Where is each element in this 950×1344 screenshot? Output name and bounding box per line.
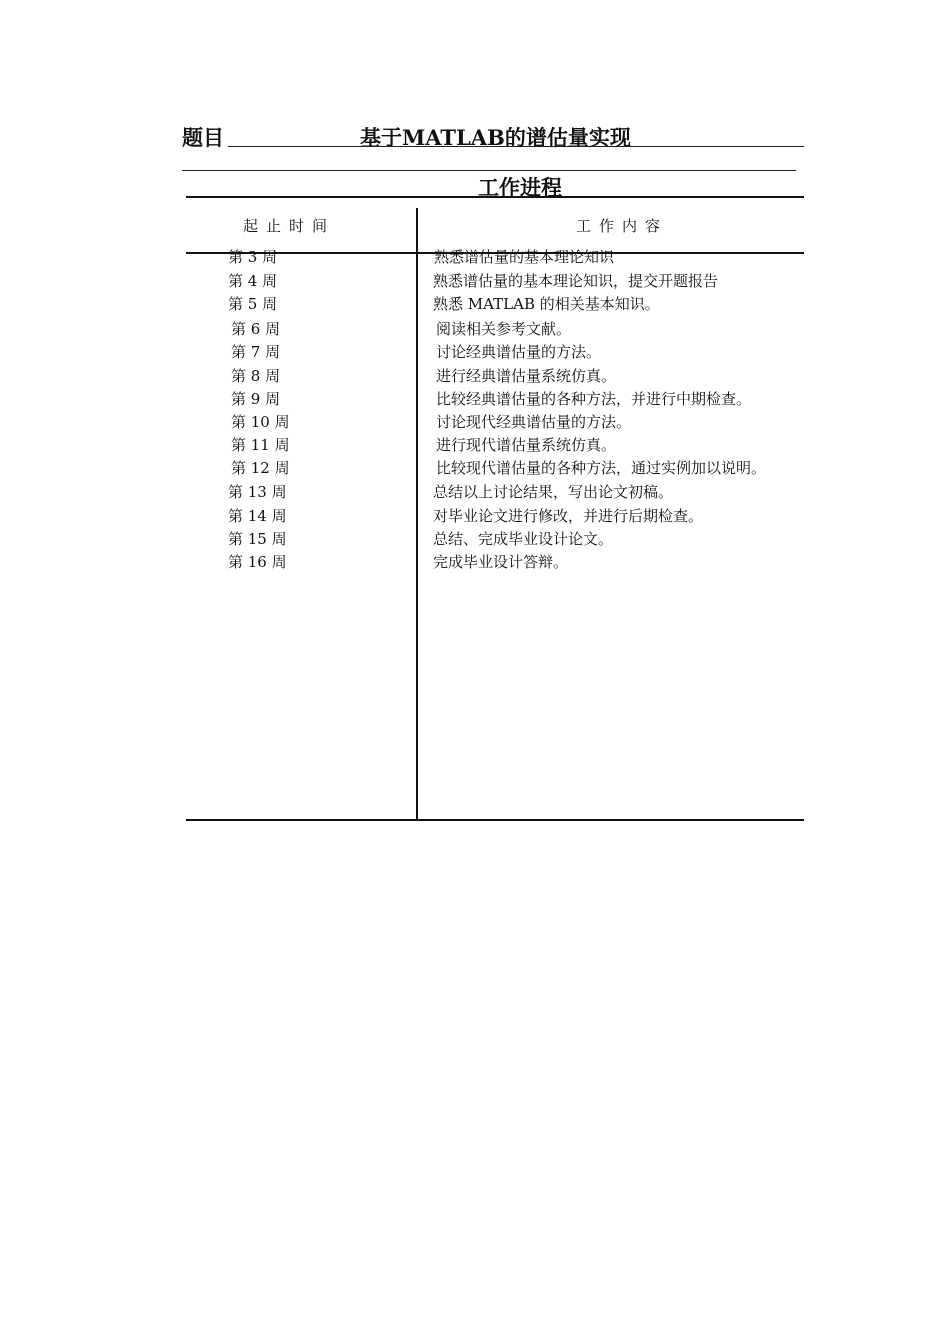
- table-row-week: 第 5 周: [228, 295, 278, 313]
- table-row-task: 讨论现代经典谱估量的方法。: [436, 413, 632, 431]
- column-header-content: 工作内容: [576, 217, 669, 235]
- table-row-task: 比较现代谱估量的各种方法，通过实例加以说明。: [436, 459, 767, 477]
- table-row-week: 第 15 周: [228, 530, 287, 548]
- table-bottom-border: [186, 819, 804, 821]
- table-row-task: 总结以上讨论结果，写出论文初稿。: [433, 483, 674, 501]
- table-row-task: 完成毕业设计答辩。: [433, 553, 569, 571]
- table-row-task: 比较经典谱估量的各种方法，并进行中期检查。: [436, 390, 752, 408]
- table-row-task: 讨论经典谱估量的方法。: [436, 343, 602, 361]
- table-row-week: 第 3 周: [228, 248, 278, 266]
- table-row-week: 第 6 周: [231, 320, 281, 338]
- table-column-divider: [416, 208, 418, 819]
- section-title: 工作进程: [478, 175, 562, 200]
- table-row-week: 第 4 周: [228, 272, 278, 290]
- table-row-task: 熟悉谱估量的基本理论知识: [434, 248, 615, 266]
- table-row-task: 熟悉 MATLAB 的相关基本知识。: [433, 295, 660, 313]
- title-underline: [228, 146, 804, 147]
- table-row-task: 进行经典谱估量系统仿真。: [436, 367, 617, 385]
- table-row-week: 第 16 周: [228, 553, 287, 571]
- table-row-task: 总结、完成毕业设计论文。: [433, 530, 614, 548]
- table-row-week: 第 14 周: [228, 507, 287, 525]
- table-row-task: 进行现代谱估量系统仿真。: [436, 436, 617, 454]
- title-label: 题目: [182, 125, 224, 150]
- table-row-week: 第 12 周: [231, 459, 290, 477]
- thesis-title: 基于MATLAB的谱估量实现: [360, 125, 631, 150]
- table-row-week: 第 8 周: [231, 367, 281, 385]
- table-row-task: 熟悉谱估量的基本理论知识，提交开题报告: [433, 272, 719, 290]
- table-row-week: 第 11 周: [231, 436, 290, 454]
- table-row-week: 第 10 周: [231, 413, 290, 431]
- column-header-time: 起止时间: [243, 217, 336, 235]
- table-top-border: [186, 196, 804, 198]
- table-row-week: 第 7 周: [231, 343, 281, 361]
- table-row-task: 对毕业论文进行修改，并进行后期检查。: [433, 507, 704, 525]
- table-row-week: 第 13 周: [228, 483, 287, 501]
- table-row-task: 阅读相关参考文献。: [436, 320, 572, 338]
- title-second-underline: [182, 170, 796, 171]
- table-row-week: 第 9 周: [231, 390, 281, 408]
